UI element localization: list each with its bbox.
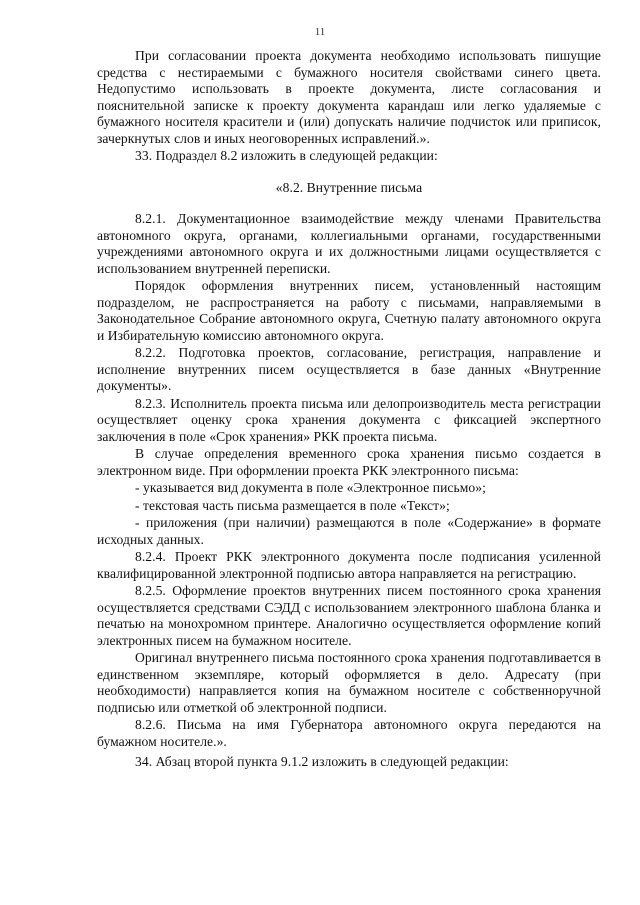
paragraph-approval-requirements: При согласовании проекта документа необходимо использовать пишущие средства с нестираемыми с бумажного носителя свойствами синего цвета. Недопустимо использовать в проекте документа, листе согласования и пояснительной записке к проекту документа карандаш или легко удаляемые с бумажного носителя красители и (или) допускать наличие подчисток или приписок, зачеркнутых слов и иных неоговоренных исправлений.».: [97, 48, 601, 146]
page-number: 11: [314, 26, 326, 38]
paragraph-temporary-storage: В случае определения временного срока хранения письмо создается в электронном виде. При оформлении проекта РКК электронного письма:: [97, 446, 601, 478]
paragraph-item-33: 33. Подраздел 8.2 изложить в следующей редакции:: [135, 148, 438, 163]
paragraph-8-2-6: 8.2.6. Письма на имя Губернатора автономного округа передаются на бумажном носителе.».: [97, 717, 601, 749]
document-body: [97, 48, 601, 772]
paragraph-procedure-scope: Порядок оформления внутренних писем, установленный настоящим подразделом, не распространяется на работу с письмами, направляемыми в Законодательное Собрание автономного округа, Счетную палату автономного округа и Избирательную комиссию автономного округа.: [97, 278, 601, 343]
paragraph-8-2-3: 8.2.3. Исполнитель проекта письма или делопроизводитель места регистрации осуществляет оценку срока хранения документа с фиксацией экспертного заключения в поле «Срок хранения» РКК проекта письма.: [97, 395, 601, 444]
list-item-document-type: - указывается вид документа в поле «Электронное письмо»;: [135, 480, 486, 495]
paragraph-item-34: 34. Абзац второй пункта 9.1.2 изложить в следующей редакции:: [135, 754, 509, 769]
paragraph-8-2-4: 8.2.4. Проект РКК электронного документа после подписания усиленной квалифицированной электронной подписью автора направляется на регистрацию.: [97, 549, 601, 581]
paragraph-original-letter: Оригинал внутреннего письма постоянного срока хранения подготавливается в единственном экземпляре, который оформляется в дело. Адресату (при необходимости) направляется копия на бумажном носителе с собственноручной подписью или отметкой об электронной подписи.: [97, 650, 601, 715]
list-item-attachments: - приложения (при наличии) размещаются в поле «Содержание» в формате исходных данных.: [97, 515, 601, 547]
paragraph-8-2-2: 8.2.2. Подготовка проектов, согласование, регистрация, направление и исполнение внутренних писем осуществляется в базе данных «Внутренние документы».: [97, 345, 601, 393]
list-item-text-field: - текстовая часть письма размещается в поле «Текст»;: [135, 497, 450, 513]
section-heading-8-2: «8.2. Внутренние письма: [275, 179, 423, 195]
paragraph-8-2-5: 8.2.5. Оформление проектов внутренних писем постоянного срока хранения осуществляется средствами СЭДД с использованием электронного шаблона бланка и печатью на монохромном принтере. Аналогично осуществляется оформление копий электронных писем на бумажном носителе.: [97, 583, 601, 648]
paragraph-8-2-1: 8.2.1. Документационное взаимодействие между членами Правительства автономного округа, органами, коллегиальными органами, государственными учреждениями автономного округа и их должностными лицами осуществляется с использованием внутренней переписки.: [97, 211, 601, 276]
